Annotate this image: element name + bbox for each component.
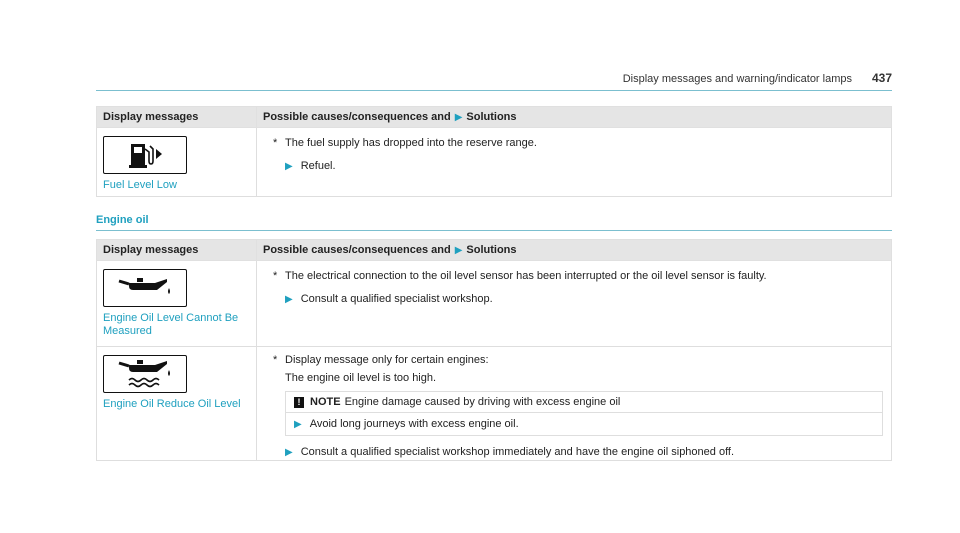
col-header-messages: Display messages	[97, 107, 257, 128]
table-row	[97, 261, 892, 347]
arrow-icon: ▶	[454, 245, 463, 256]
cause-cell	[257, 347, 892, 461]
engine-oil-table	[96, 239, 892, 461]
header-title: Display messages and warning/indicator lamps	[622, 73, 852, 85]
cause-cell	[257, 261, 892, 347]
arrow-icon: ▶	[285, 294, 293, 305]
cause-text-2: The engine oil level is too high.	[285, 372, 437, 384]
col-header-causes: Possible causes/consequences and ▶ Solutions	[257, 107, 892, 128]
oil-can-icon	[103, 269, 187, 307]
message-cell	[97, 261, 257, 347]
col-header-messages: Display messages	[97, 240, 257, 261]
warning-icon: !	[294, 397, 304, 408]
cause-text: * The fuel supply has dropped into the reserve range.	[273, 137, 537, 149]
fuel-pump-icon	[103, 136, 187, 174]
note-text: Engine damage caused by driving with excess engine oil	[344, 396, 621, 408]
table-row	[97, 128, 892, 197]
cause-text: * Display message only for certain engines:	[273, 354, 489, 366]
col-header-causes: Possible causes/consequences and ▶ Solutions	[257, 240, 892, 261]
table-row	[97, 347, 892, 461]
fuel-message-table	[96, 106, 892, 197]
page-number: 437	[871, 71, 892, 85]
oil-can-overfill-icon	[103, 355, 187, 393]
message-label: Fuel Level Low	[103, 179, 177, 191]
arrow-icon: ▶	[285, 447, 293, 458]
note-label: NOTE	[310, 396, 341, 408]
cause-text: * The electrical connection to the oil level sensor has been interrupted or the oil level sensor is faulty.	[273, 270, 767, 282]
arrow-icon: ▶	[285, 161, 293, 172]
note-block	[285, 391, 883, 436]
note-solution: ▶ Avoid long journeys with excess engine oil.	[285, 413, 883, 436]
arrow-icon: ▶	[294, 418, 302, 430]
note-box	[285, 391, 883, 413]
solution-item: ▶ Refuel.	[285, 160, 336, 172]
message-label: Engine Oil Level Cannot Be Measured	[103, 312, 239, 337]
solution-item: ▶ Consult a qualified specialist workshop immediately and have the engine oil siphoned off.	[285, 446, 735, 458]
page-header	[96, 72, 892, 91]
message-cell	[97, 347, 257, 461]
solution-item: ▶ Consult a qualified specialist workshop.	[285, 293, 493, 305]
cause-cell	[257, 128, 892, 197]
message-cell	[97, 128, 257, 197]
section-title: Engine oil	[96, 214, 892, 231]
arrow-icon: ▶	[454, 112, 463, 123]
message-label: Engine Oil Reduce Oil Level	[103, 398, 241, 410]
